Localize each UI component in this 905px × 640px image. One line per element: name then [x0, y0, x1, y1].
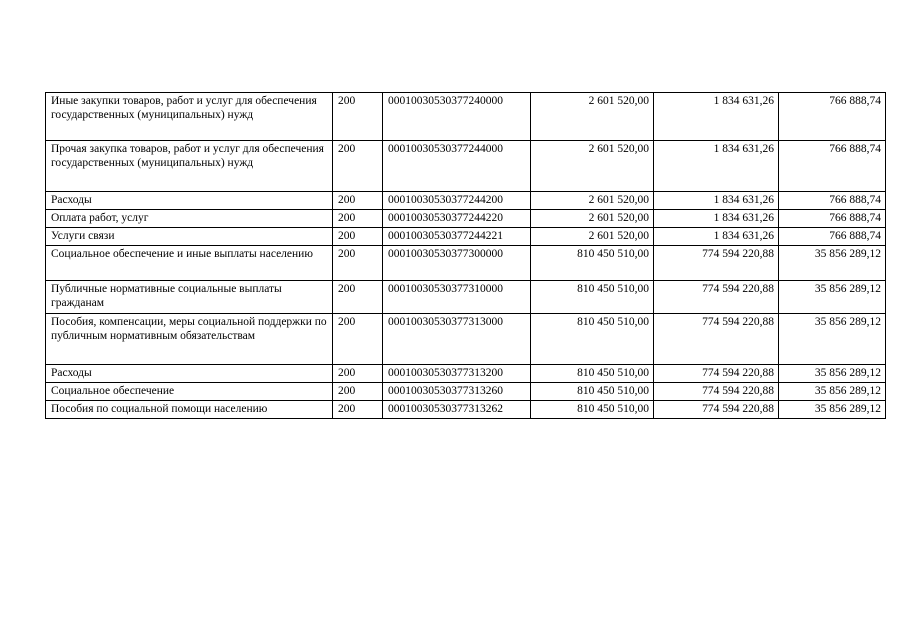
row-code-cell: 200: [333, 93, 383, 141]
row-name-cell: Пособия, компенсации, меры социальной поддержки по публичным нормативным обязательствам: [46, 314, 333, 365]
row-code-cell: 200: [333, 314, 383, 365]
table-row: [46, 314, 886, 365]
table-row: [46, 210, 886, 228]
row-unexecuted-cell: 766 888,74: [779, 210, 886, 228]
row-executed-cell: 774 594 220,88: [654, 281, 779, 314]
row-name-cell: Оплата работ, услуг: [46, 210, 333, 228]
table-row: [46, 401, 886, 419]
row-approved-cell: 810 450 510,00: [531, 383, 654, 401]
budget-execution-table: [45, 92, 886, 419]
row-executed-cell: 1 834 631,26: [654, 93, 779, 141]
row-code-cell: 200: [333, 246, 383, 281]
row-unexecuted-cell: 35 856 289,12: [779, 365, 886, 383]
row-kbk-cell: 00010030530377244220: [383, 210, 531, 228]
row-approved-cell: 810 450 510,00: [531, 314, 654, 365]
table-row: [46, 365, 886, 383]
row-approved-cell: 810 450 510,00: [531, 246, 654, 281]
row-code-cell: 200: [333, 401, 383, 419]
row-approved-cell: 810 450 510,00: [531, 281, 654, 314]
row-name-cell: Расходы: [46, 365, 333, 383]
row-executed-cell: 1 834 631,26: [654, 210, 779, 228]
row-executed-cell: 1 834 631,26: [654, 228, 779, 246]
row-code-cell: 200: [333, 192, 383, 210]
row-kbk-cell: 00010030530377313262: [383, 401, 531, 419]
row-kbk-cell: 00010030530377313000: [383, 314, 531, 365]
row-code-cell: 200: [333, 383, 383, 401]
table-row: [46, 93, 886, 141]
table-row: [46, 228, 886, 246]
row-name-cell: Социальное обеспечение и иные выплаты населению: [46, 246, 333, 281]
row-code-cell: 200: [333, 210, 383, 228]
row-name-cell: Публичные нормативные социальные выплаты гражданам: [46, 281, 333, 314]
row-executed-cell: 774 594 220,88: [654, 314, 779, 365]
row-approved-cell: 2 601 520,00: [531, 228, 654, 246]
row-name-cell: Пособия по социальной помощи населению: [46, 401, 333, 419]
row-kbk-cell: 00010030530377244200: [383, 192, 531, 210]
row-executed-cell: 774 594 220,88: [654, 365, 779, 383]
row-name-cell: Социальное обеспечение: [46, 383, 333, 401]
row-unexecuted-cell: 35 856 289,12: [779, 401, 886, 419]
row-unexecuted-cell: 35 856 289,12: [779, 281, 886, 314]
row-kbk-cell: 00010030530377240000: [383, 93, 531, 141]
table-body: [46, 93, 886, 419]
row-approved-cell: 810 450 510,00: [531, 365, 654, 383]
row-kbk-cell: 00010030530377310000: [383, 281, 531, 314]
row-code-cell: 200: [333, 365, 383, 383]
row-unexecuted-cell: 766 888,74: [779, 141, 886, 192]
table-row: [46, 246, 886, 281]
row-approved-cell: 2 601 520,00: [531, 141, 654, 192]
row-unexecuted-cell: 35 856 289,12: [779, 314, 886, 365]
row-name-cell: Прочая закупка товаров, работ и услуг для обеспечения государственных (муниципальных) нужд: [46, 141, 333, 192]
table-row: [46, 141, 886, 192]
row-executed-cell: 774 594 220,88: [654, 401, 779, 419]
row-unexecuted-cell: 766 888,74: [779, 93, 886, 141]
row-executed-cell: 1 834 631,26: [654, 192, 779, 210]
row-kbk-cell: 00010030530377313260: [383, 383, 531, 401]
table-row: [46, 383, 886, 401]
row-approved-cell: 2 601 520,00: [531, 192, 654, 210]
row-executed-cell: 774 594 220,88: [654, 383, 779, 401]
row-kbk-cell: 00010030530377244221: [383, 228, 531, 246]
table-row: [46, 192, 886, 210]
row-kbk-cell: 00010030530377313200: [383, 365, 531, 383]
row-executed-cell: 774 594 220,88: [654, 246, 779, 281]
row-name-cell: Иные закупки товаров, работ и услуг для обеспечения государственных (муниципальных) нужд: [46, 93, 333, 141]
row-name-cell: Расходы: [46, 192, 333, 210]
row-approved-cell: 2 601 520,00: [531, 93, 654, 141]
row-unexecuted-cell: 35 856 289,12: [779, 246, 886, 281]
row-approved-cell: 2 601 520,00: [531, 210, 654, 228]
row-unexecuted-cell: 35 856 289,12: [779, 383, 886, 401]
row-executed-cell: 1 834 631,26: [654, 141, 779, 192]
row-code-cell: 200: [333, 228, 383, 246]
row-unexecuted-cell: 766 888,74: [779, 192, 886, 210]
row-code-cell: 200: [333, 141, 383, 192]
row-approved-cell: 810 450 510,00: [531, 401, 654, 419]
row-code-cell: 200: [333, 281, 383, 314]
row-name-cell: Услуги связи: [46, 228, 333, 246]
row-unexecuted-cell: 766 888,74: [779, 228, 886, 246]
row-kbk-cell: 00010030530377300000: [383, 246, 531, 281]
row-kbk-cell: 00010030530377244000: [383, 141, 531, 192]
table-row: [46, 281, 886, 314]
